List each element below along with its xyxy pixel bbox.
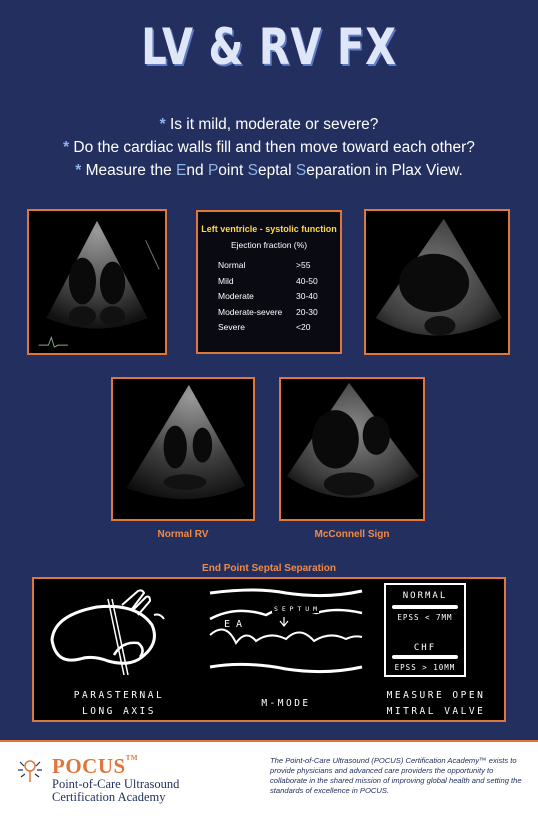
divider xyxy=(392,655,458,659)
table-row: Mild 40-50 xyxy=(218,275,318,286)
bullet-3: * Measure the End Point Septal Separation in Plax View. xyxy=(75,162,463,179)
epss-criteria-box xyxy=(384,583,466,677)
ultrasound-apical-image xyxy=(27,209,167,355)
normal-label: NORMAL xyxy=(402,591,448,601)
mmode-ea-label: E A xyxy=(224,619,243,630)
bullet-1: * Is it mild, moderate or severe? xyxy=(159,116,379,133)
ultrasound-normal-rv-image xyxy=(111,377,255,521)
chf-value: EPSS > 10MM xyxy=(394,663,456,672)
mmode-label: M-MODE xyxy=(261,698,311,709)
pocus-logo-icon xyxy=(16,756,44,784)
epss-panel xyxy=(32,577,506,722)
table-row: Normal >55 xyxy=(218,260,311,270)
footer xyxy=(0,740,538,826)
asterisk-icon: * xyxy=(75,162,82,179)
table-row: Severe <20 xyxy=(218,322,311,332)
footer-description: The Point-of-Care Ultrasound (POCUS) Certification Academy™ exists to provide physicians and advanced care providers the opportunity to collaborate in the shared mission of improving global health and setting the standards of excellence in POCUS. xyxy=(270,756,522,795)
epss-title: End Point Septal Separation xyxy=(202,563,336,574)
bullet-2: * Do the cardiac walls fill and then move toward each other? xyxy=(63,139,475,156)
table-subheading: Ejection fraction (%) xyxy=(230,240,308,250)
footer-divider xyxy=(0,740,538,742)
measure-label: MEASURE OPEN MITRAL VALVE xyxy=(386,690,486,717)
asterisk-icon: * xyxy=(159,116,166,133)
ejection-fraction-table xyxy=(196,210,342,354)
normal-value: EPSS < 7MM xyxy=(397,613,453,622)
ultrasound-mcconnell-image xyxy=(279,377,425,521)
logo-wordmark: POCUS™ xyxy=(52,754,138,778)
caption-mcconnell: McConnell Sign xyxy=(314,529,390,540)
asterisk-icon: * xyxy=(63,139,70,156)
ultrasound-dilated-lv-image xyxy=(364,209,510,355)
caption-normal-rv: Normal RV xyxy=(157,529,209,540)
divider xyxy=(392,605,458,609)
logo-subtitle: Point-of-Care Ultrasound Certification Academy xyxy=(52,777,180,804)
plax-label: PARASTERNAL LONG AXIS xyxy=(73,690,165,717)
plax-heart-drawing xyxy=(42,585,192,685)
table-row: Moderate 30-40 xyxy=(218,291,318,301)
bullet-list xyxy=(0,113,538,182)
chf-label: CHF xyxy=(413,643,437,653)
mmode-drawing xyxy=(206,585,366,685)
table-row: Moderate-severe 20-30 xyxy=(218,306,318,317)
mmode-septum-label: S E P T U M xyxy=(274,605,318,613)
table-heading: Left ventricle - systolic function xyxy=(201,224,337,234)
page-title: LV & RV FX xyxy=(141,18,397,76)
